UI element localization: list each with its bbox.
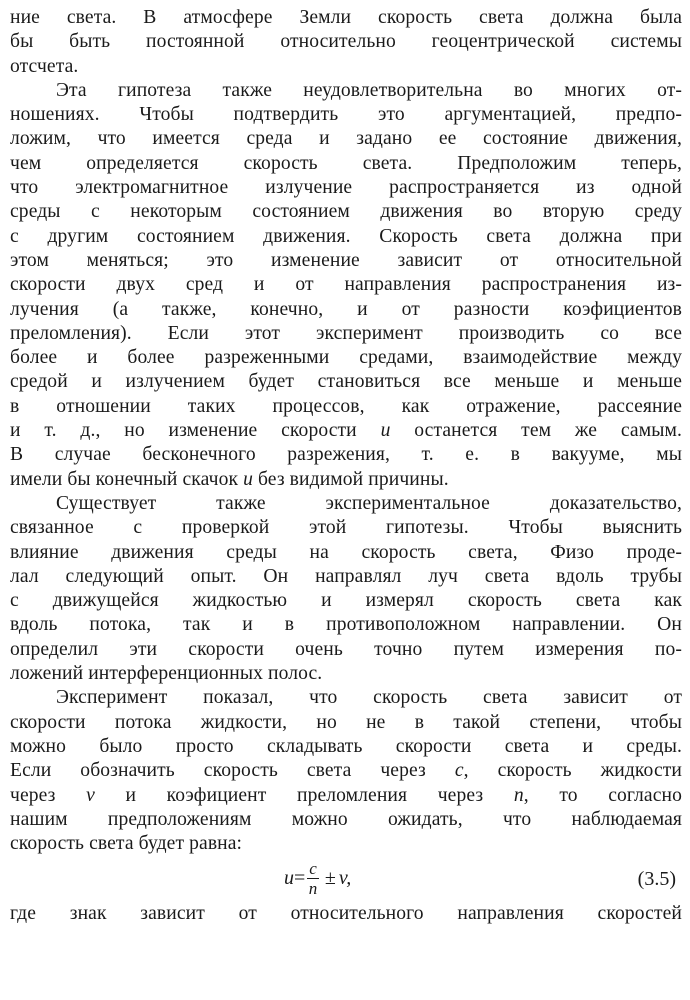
text-fragment: , то согласно bbox=[523, 784, 682, 806]
equation-number: (3.5) bbox=[637, 868, 676, 891]
text-line: Существует также экспериментальное доказательство, bbox=[56, 492, 682, 514]
text-fragment: через bbox=[10, 784, 87, 806]
text-line: ношениях. Чтобы подтвердить это аргументацией, предпо- bbox=[10, 104, 682, 126]
text-line: скорости потока жидкости, но не в такой степени, чтобы bbox=[10, 711, 682, 733]
text-line: Эксперимент показал, что скорость света зависит от bbox=[56, 687, 682, 709]
text-line: в отношении таких процессов, как отражение, рассеяние bbox=[10, 395, 682, 417]
variable-u: u bbox=[243, 468, 253, 490]
text-line: с другим состоянием движения. Скорость света должна при bbox=[10, 225, 682, 247]
text-line: где знак зависит от относительного направления скоростей bbox=[10, 903, 682, 925]
text-line: средой и излучением будет становиться все меньше и меньше bbox=[10, 371, 682, 393]
text-line: ние света. В атмосфере Земли скорость света должна была bbox=[10, 7, 682, 28]
paragraph-2 bbox=[10, 79, 682, 492]
paragraph-3 bbox=[10, 492, 682, 686]
fraction bbox=[307, 860, 319, 897]
text-fragment: останется тем же самым. bbox=[390, 420, 682, 442]
text-line: среды с некоторым состоянием движения во вторую среду bbox=[10, 201, 682, 223]
variable-u: u bbox=[380, 420, 391, 442]
text-line: ложим, что имеется среда и задано ее состояние движения, bbox=[10, 128, 682, 150]
text-line: можно было просто складывать скорости света и среды. bbox=[10, 735, 682, 757]
text-fragment: и коэфициент преломления через bbox=[94, 784, 514, 806]
fraction-denominator: n bbox=[308, 879, 318, 899]
equation-3-5 bbox=[10, 856, 682, 902]
equation-rhs: v, bbox=[338, 867, 352, 890]
text-line: более и более разреженными средами, взаимодействие между bbox=[10, 347, 682, 369]
text-fragment: Если обозначить скорость света через bbox=[10, 760, 455, 782]
text-line: бы быть постоянной относительно геоцентрической системы bbox=[10, 31, 682, 53]
document-page bbox=[10, 6, 682, 927]
text-fragment: , скорость жидкости bbox=[463, 760, 682, 782]
text-line: скорости двух сред и от направления распространения из- bbox=[10, 274, 682, 296]
text-line: отсчета. bbox=[10, 55, 79, 77]
text-line: скорость света будет равна: bbox=[10, 833, 243, 855]
text-line bbox=[10, 759, 682, 783]
text-fragment: и т. д., но изменение скорости bbox=[10, 420, 381, 442]
text-line: чем определяется скорость света. Предположим теперь, bbox=[10, 152, 682, 174]
text-line: нашим предположениям можно ожидать, что наблюдаемая bbox=[10, 808, 682, 830]
text-line: В случае бесконечного разрежения, т. е. в вакууме, мы bbox=[10, 444, 682, 466]
text-line: влияние движения среды на скорость света, Физо проде- bbox=[10, 541, 682, 563]
text-line: ложений интерференционных полос. bbox=[10, 663, 323, 685]
text-line: Эта гипотеза также неудовлетворительна во многих от- bbox=[56, 79, 682, 101]
fraction-numerator: c bbox=[309, 859, 317, 879]
variable-n: n bbox=[513, 784, 524, 806]
text-line bbox=[10, 468, 682, 492]
variable-c: c bbox=[454, 760, 464, 782]
text-line: с движущейся жидкостью и измерял скорость света как bbox=[10, 590, 682, 612]
plus-minus-sign: ± bbox=[324, 867, 336, 890]
equation-body bbox=[284, 860, 351, 897]
text-line: связанное с проверкой этой гипотезы. Чтобы выяснить bbox=[10, 517, 682, 539]
variable-v: v bbox=[86, 784, 95, 806]
text-line: преломления). Если этот эксперимент производить со все bbox=[10, 322, 682, 344]
paragraph-4 bbox=[10, 686, 682, 856]
equals-sign: = bbox=[294, 867, 306, 890]
text-fragment: имели бы конечный скачок bbox=[10, 468, 244, 490]
paragraph-1 bbox=[10, 6, 682, 79]
text-line: лал следующий опыт. Он направлял луч света вдоль трубы bbox=[10, 565, 682, 587]
text-fragment: без видимой причины. bbox=[253, 468, 449, 490]
text-line bbox=[10, 784, 682, 808]
text-line: определил эти скорости очень точно путем измерения по- bbox=[10, 638, 682, 660]
text-line bbox=[10, 419, 682, 443]
equation-lhs: u bbox=[284, 867, 294, 890]
text-line: лучения (а также, конечно, и от разности коэфициентов bbox=[10, 298, 682, 320]
text-line: что электромагнитное излучение распространяется из одной bbox=[10, 177, 682, 199]
text-line: вдоль потока, так и в противоположном направлении. Он bbox=[10, 614, 682, 636]
text-line: этом меняться; это изменение зависит от относительной bbox=[10, 249, 682, 271]
